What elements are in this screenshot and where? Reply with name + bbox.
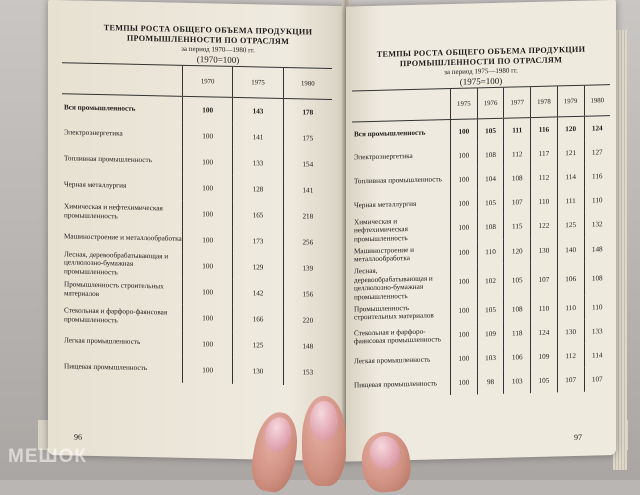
table-cell: 107 — [584, 367, 610, 392]
table-cell: 154 — [283, 150, 332, 177]
row-label: Вся промышленность — [354, 128, 426, 138]
table-cell: 100 — [183, 174, 233, 201]
column-header: 1980 — [584, 85, 610, 117]
right-page-subtitle: за период 1975—1980 гг. — [444, 66, 518, 77]
table-cell: 130 — [557, 320, 584, 345]
table-cell: 110 — [531, 189, 558, 214]
left-data-table — [62, 62, 332, 385]
table-cell: 108 — [584, 261, 610, 296]
table-cell: 143 — [233, 97, 283, 124]
table-cell: 142 — [233, 279, 283, 306]
table-cell: 132 — [584, 212, 610, 238]
table-cell: 100 — [451, 143, 478, 168]
row-label: Пищевая промышленность — [64, 362, 148, 373]
column-header: 1975 — [451, 88, 478, 120]
table-cell: 124 — [584, 116, 610, 141]
table-cell: 124 — [531, 320, 558, 345]
column-header: 1979 — [557, 85, 584, 117]
row-label: Стекольная и фарфоро-фаянсовая промышленность — [354, 327, 442, 346]
table-cell: 112 — [531, 165, 558, 190]
table-cell: 100 — [451, 264, 478, 299]
table-cell: 108 — [504, 297, 531, 322]
table-cell: 125 — [233, 331, 283, 358]
table-cell: 173 — [233, 227, 283, 254]
column-header — [62, 63, 183, 97]
table-cell: 175 — [283, 124, 332, 151]
row-label: Лесная, деревообрабатывающая и целлюлозно-бумажная промышленность — [354, 266, 433, 301]
table-cell: 120 — [557, 116, 584, 141]
watermark-logo: МЕШОК — [8, 446, 87, 467]
table-cell: 117 — [531, 141, 558, 166]
table-cell: 166 — [233, 305, 283, 332]
table-cell: 100 — [183, 304, 233, 331]
row-label: Лесная, деревообрабатывающая и целлюлозно-бумажная промышленность — [64, 250, 169, 277]
table-cell: 165 — [233, 201, 283, 228]
row-label: Химическая и нефтехимическая промышленность — [64, 202, 163, 220]
table-cell: 130 — [531, 238, 558, 263]
right-page-base: (1975=100) — [459, 75, 503, 87]
table-cell: 110 — [584, 295, 610, 320]
table-cell: 108 — [477, 214, 504, 240]
table-cell: 178 — [283, 98, 332, 125]
table-cell: 108 — [504, 166, 531, 191]
table-cell: 107 — [531, 262, 558, 297]
row-label: Пищевая промышленность — [354, 379, 438, 390]
table-cell: 148 — [283, 332, 332, 359]
left-page-title: ТЕМПЫ РОСТА ОБЩЕГО ОБЪЕМА ПРОДУКЦИИ ПРОМЫШЛЕННОСТИ ПО ОТРАСЛЯМ — [103, 23, 313, 47]
table-cell: 114 — [584, 343, 610, 368]
table-cell: 100 — [451, 191, 478, 216]
table-cell: 107 — [557, 368, 584, 393]
table-cell: 100 — [451, 119, 478, 144]
row-label: Машиностроение и металлообработка — [64, 232, 182, 244]
table-cell: 100 — [451, 215, 478, 241]
table-cell: 109 — [531, 344, 558, 369]
table-cell: 108 — [477, 142, 504, 167]
table-cell: 141 — [233, 123, 283, 150]
column-header — [352, 89, 451, 122]
table-cell: 218 — [283, 202, 332, 229]
table-cell: 112 — [504, 142, 531, 167]
table-cell: 100 — [183, 252, 233, 279]
table-cell: 100 — [451, 298, 478, 323]
row-label: Электроэнергетика — [64, 128, 123, 138]
table-cell: 103 — [504, 369, 531, 394]
table-cell: 122 — [531, 213, 558, 239]
row-label: Машиностроение и металлообработка — [354, 245, 414, 264]
table-cell: 110 — [477, 240, 504, 265]
table-cell: 130 — [233, 357, 283, 384]
row-label: Химическая и нефтехимическая промышленность — [354, 216, 408, 243]
row-label: Топливная промышленность — [64, 154, 152, 165]
table-cell: 120 — [504, 239, 531, 264]
table-cell: 133 — [584, 319, 610, 344]
finger-middle — [302, 396, 346, 486]
column-header: 1970 — [183, 65, 233, 97]
table-cell: 100 — [451, 167, 478, 192]
table-row — [352, 367, 610, 397]
row-label: Топливная промышленность — [354, 175, 442, 186]
table-cell: 111 — [557, 188, 584, 213]
left-page-base: (1970=100) — [196, 54, 240, 66]
table-cell: 153 — [283, 358, 332, 385]
table-cell: 110 — [557, 296, 584, 321]
table-cell: 100 — [451, 322, 478, 347]
table-cell: 125 — [557, 212, 584, 238]
table-cell: 141 — [283, 176, 332, 203]
column-header: 1975 — [233, 66, 283, 98]
left-page — [48, 0, 348, 461]
table-cell: 148 — [584, 237, 610, 262]
row-label: Легкая промышленность — [354, 355, 431, 366]
table-row — [62, 354, 332, 386]
table-cell: 116 — [531, 117, 558, 142]
table-cell: 127 — [584, 140, 610, 165]
table-cell: 256 — [283, 228, 332, 255]
right-data-table — [352, 84, 610, 397]
table-cell: 100 — [183, 278, 233, 305]
table-cell: 156 — [283, 280, 332, 307]
table-cell: 220 — [283, 306, 332, 333]
table-cell: 100 — [183, 96, 233, 123]
table-cell: 100 — [451, 370, 478, 395]
row-label: Черная металлургия — [354, 200, 417, 210]
table-cell: 100 — [451, 346, 478, 371]
column-header: 1978 — [531, 86, 558, 118]
left-page-subtitle: за период 1970—1980 гг. — [181, 44, 255, 55]
row-label: Вся промышленность — [64, 102, 136, 113]
table-cell: 102 — [477, 264, 504, 299]
table-cell: 100 — [183, 122, 233, 149]
table-cell: 111 — [504, 118, 531, 143]
row-label: Легкая промышленность — [64, 336, 141, 347]
right-page-title: ТЕМПЫ РОСТА ОБЩЕГО ОБЪЕМА ПРОДУКЦИИ ПРОМЫШЛЕННОСТИ ПО ОТРАСЛЯМ — [376, 44, 586, 69]
page-number: 97 — [574, 432, 582, 443]
table-cell: 105 — [477, 298, 504, 323]
column-header: 1980 — [283, 67, 332, 99]
table-cell: 107 — [504, 190, 531, 215]
table-cell: 140 — [557, 238, 584, 263]
table-cell: 100 — [183, 330, 233, 357]
table-cell: 139 — [283, 254, 332, 281]
table-cell: 100 — [183, 148, 233, 175]
row-label: Промышленность строительных материалов — [354, 303, 434, 322]
table-cell: 105 — [477, 118, 504, 143]
fingernail — [368, 434, 402, 470]
row-label: Стекольная и фарфоро-фаянсовая промышленность — [64, 306, 168, 324]
right-page — [346, 0, 616, 462]
table-cell: 100 — [451, 240, 478, 265]
table-cell: 100 — [183, 200, 233, 227]
table-cell: 105 — [531, 368, 558, 393]
column-header: 1976 — [477, 87, 504, 119]
table-cell: 105 — [477, 190, 504, 215]
table-cell: 110 — [584, 188, 610, 213]
table-cell: 100 — [183, 226, 233, 253]
table-cell: 105 — [504, 263, 531, 298]
table-cell: 103 — [477, 346, 504, 371]
table-cell: 114 — [557, 164, 584, 189]
fingernail — [310, 401, 338, 441]
table-cell: 118 — [504, 321, 531, 346]
table-cell: 104 — [477, 166, 504, 191]
row-label: Электроэнергетика — [354, 152, 413, 162]
table-cell: 121 — [557, 140, 584, 165]
page-number: 96 — [74, 432, 82, 442]
table-cell: 98 — [477, 370, 504, 395]
table-cell: 106 — [504, 345, 531, 370]
row-label: Промышленность строительных материалов — [64, 280, 164, 298]
table-cell: 100 — [183, 356, 233, 383]
table-cell: 106 — [557, 262, 584, 297]
table-cell: 109 — [477, 322, 504, 347]
row-label: Черная металлургия — [64, 180, 127, 190]
table-cell: 115 — [504, 214, 531, 240]
table-cell: 133 — [233, 149, 283, 176]
fingernail — [262, 415, 295, 454]
column-header: 1977 — [504, 87, 531, 119]
table-cell: 129 — [233, 253, 283, 280]
table-cell: 112 — [557, 344, 584, 369]
table-cell: 116 — [584, 164, 610, 189]
table-cell: 110 — [531, 296, 558, 321]
table-cell: 128 — [233, 175, 283, 202]
